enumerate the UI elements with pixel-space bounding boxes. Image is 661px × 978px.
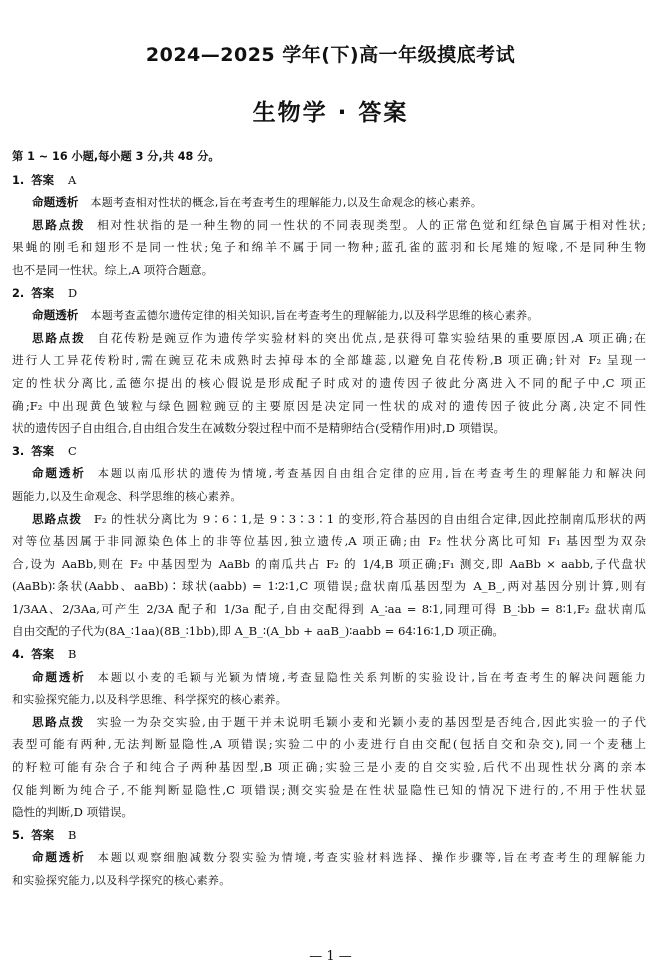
analysis-label: 命题透析 (32, 195, 79, 210)
answer-letter: D (68, 285, 78, 300)
answer-label: 答案 (27, 647, 55, 662)
hint-line (12, 598, 646, 621)
analysis-text: 本题考查孟德尔遗传定律的相关知识,旨在考查考生的理解能力,以及科学思维的核心素养。 (90, 309, 539, 323)
hint-line (12, 214, 646, 237)
answer-label: 答案 (27, 443, 55, 458)
answer-content (12, 146, 646, 892)
hint-line (12, 779, 646, 802)
analysis-line (12, 846, 646, 869)
analysis-line (12, 462, 646, 485)
hint-text: 对等位基因属于非同源染色体上的非等位基因,独立遗传,A 项正确;由 F₂ 性状分离比可知 F₁ 基因型为双杂 (12, 534, 646, 549)
hint-line (12, 801, 646, 824)
section-intro: 第 1 ~ 16 小题,每小题 3 分,共 48 分。 (12, 150, 220, 163)
hint-line (12, 733, 646, 756)
analysis-line (12, 304, 646, 327)
hint-text: 也不是同一性状。综上,A 项符合题意。 (12, 262, 214, 277)
analysis-text: 本题考查相对性状的概念,旨在考查考生的理解能力,以及生命观念的核心素养。 (90, 196, 483, 210)
analysis-text: 本题以小麦的毛颖与光颖为情境,考查显隐性关系判断的实验设计,旨在考查考生的解决问题能力 (97, 670, 646, 684)
hint-label: 思路点拨 (32, 714, 85, 729)
hint-text: 自花传粉是豌豆作为遗传学实验材料的突出优点,是获得可靠实验结果的重要原因,A 项正确;在 (97, 330, 646, 345)
hint-line (12, 349, 646, 372)
answer-letter: B (68, 827, 77, 842)
hint-text: (AaBb)∶条状(Aabb、aaBb)∶球状(aabb) = 1∶2∶1,C 项错误;盘状南瓜基因型为 A_B_,两对基因分别计算,则有 (12, 579, 646, 594)
exam-subtitle: 生物学 · 答案 (252, 100, 409, 126)
hint-text: 自由交配的子代为(8A_∶1aa)(8B_∶1bb),即 A_B_∶(A_bb + aaB_)∶aabb = 64∶16∶1,D 项正确。 (12, 624, 505, 639)
question-header (12, 643, 646, 666)
analysis-text: 题能力,以及生命观念、科学思维的核心素养。 (12, 489, 242, 503)
analysis-text: 和实验探究能力,以及科学探究的核心素养。 (12, 874, 231, 887)
hint-line (12, 575, 646, 598)
hint-line (12, 395, 646, 418)
analysis-line (12, 666, 646, 689)
hint-label: 思路点拨 (32, 217, 86, 232)
question-number: 1. (12, 172, 25, 187)
hint-line (12, 508, 646, 531)
question-number: 3. (12, 443, 25, 458)
hint-text: 合,设为 AaBb,则在 F₂ 中基因型为 AaBb 的南瓜共占 F₂ 的 1/4,B 项正确;F₁ 测交,即 AaBb × aabb,子代盘状 (12, 556, 646, 571)
answer-letter: A (68, 172, 77, 187)
analysis-label: 命题透析 (32, 669, 86, 684)
hint-line (12, 417, 646, 440)
hint-text: F₂ 的性状分离比为 9∶6∶1,是 9∶3∶3∶1 的变形,符合基因的自由组合定律,因此控制南瓜形状的两 (93, 511, 646, 526)
analysis-label: 命题透析 (32, 308, 79, 323)
question-header (12, 169, 646, 192)
hint-label: 思路点拨 (32, 511, 82, 526)
hint-text: 相对性状指的是一种生物的同一性状的不同表现类型。人的正常色觉和红绿色盲属于相对性状; (97, 217, 646, 232)
hint-line (12, 372, 646, 395)
answer-label: 答案 (27, 827, 55, 842)
hint-text: 进行人工异花传粉时,需在豌豆花未成熟时去掉母本的全部雄蕊,以避免自花传粉,B 项正确;针对 F₂ 呈现一 (12, 353, 646, 368)
question-header (12, 440, 646, 463)
analysis-label: 命题透析 (32, 850, 86, 865)
hint-text: 表型可能有两种,无法判断显隐性,A 项错误;实验二中的小麦进行自由交配(包括自交和杂交),同一个麦穗上 (12, 737, 646, 752)
hint-line (12, 553, 646, 576)
hint-text: 状的遗传因子自由组合,自由组合发生在减数分裂过程中而不是精卵结合(受精作用)时,D 项错误。 (12, 421, 506, 436)
hint-text: 实验一为杂交实验,由于题干并未说明毛颖小麦和光颖小麦的基因型是否纯合,因此实验一的子代 (96, 714, 646, 729)
analysis-line (12, 191, 646, 214)
question-number: 2. (12, 285, 25, 300)
hint-line (12, 530, 646, 553)
answer-letter: B (68, 647, 77, 662)
analysis-label: 命题透析 (32, 466, 86, 481)
hint-text: 隐性的判断,D 项错误。 (12, 805, 134, 820)
question-header (12, 282, 646, 305)
hint-line (12, 259, 646, 282)
hint-line (12, 756, 646, 779)
hint-line (12, 236, 646, 259)
hint-label: 思路点拨 (32, 330, 86, 345)
analysis-text: 本题以观察细胞减数分裂实验为情境,考查实验材料选择、操作步骤等,旨在考查考生的理解能力 (97, 851, 646, 865)
hint-line (12, 711, 646, 734)
hint-text: 果蝇的刚毛和翅形不是同一性状;兔子和绵羊不属于同一物种;蓝孔雀的蓝羽和长尾雉的短喙,不是同种生物 (12, 240, 646, 255)
question-number: 4. (12, 647, 25, 662)
analysis-line (12, 688, 646, 711)
exam-title: 2024—2025 学年(下)高一年级摸底考试 (145, 44, 516, 66)
hint-line (12, 620, 646, 643)
hint-text: 1/3AA、2/3Aa,可产生 2/3A 配子和 1/3a 配子,自由交配得到 A_∶aa = 8∶1,同理可得 B_∶bb = 8∶1,F₂ 盘状南瓜 (12, 601, 646, 616)
answer-label: 答案 (27, 172, 55, 187)
hint-line (12, 327, 646, 350)
analysis-text: 和实验探究能力,以及科学思维、科学探究的核心素养。 (12, 693, 287, 707)
answer-letter: C (68, 443, 77, 458)
analysis-line (12, 869, 646, 892)
analysis-line (12, 485, 646, 508)
question-number: 5. (12, 827, 25, 842)
question-header (12, 824, 646, 847)
hint-text: 仅能判断为纯合子,不能判断显隐性,C 项错误;测交实验是在性状显隐性已知的情况下进行的,不用于性状显 (12, 782, 646, 797)
hint-text: 的籽粒可能有杂合子和纯合子两种基因型,B 项正确;实验三是小麦的自交实验,后代不出现性状分离的亲本 (12, 760, 646, 775)
hint-text: 定的性状分离比,孟德尔提出的核心假说是形成配子时成对的遗传因子彼此分离进入不同的配子中,C 项正 (12, 375, 646, 390)
page-number: — 1 — (309, 949, 352, 964)
answer-label: 答案 (27, 285, 55, 300)
analysis-text: 本题以南瓜形状的遗传为情境,考查基因自由组合定律的应用,旨在考查考生的理解能力和解决问 (97, 467, 646, 481)
hint-text: 确;F₂ 中出现黄色皱粒与绿色圆粒豌豆的主要原因是决定同一性状的成对的遗传因子彼此分离,决定不同性 (12, 398, 646, 413)
